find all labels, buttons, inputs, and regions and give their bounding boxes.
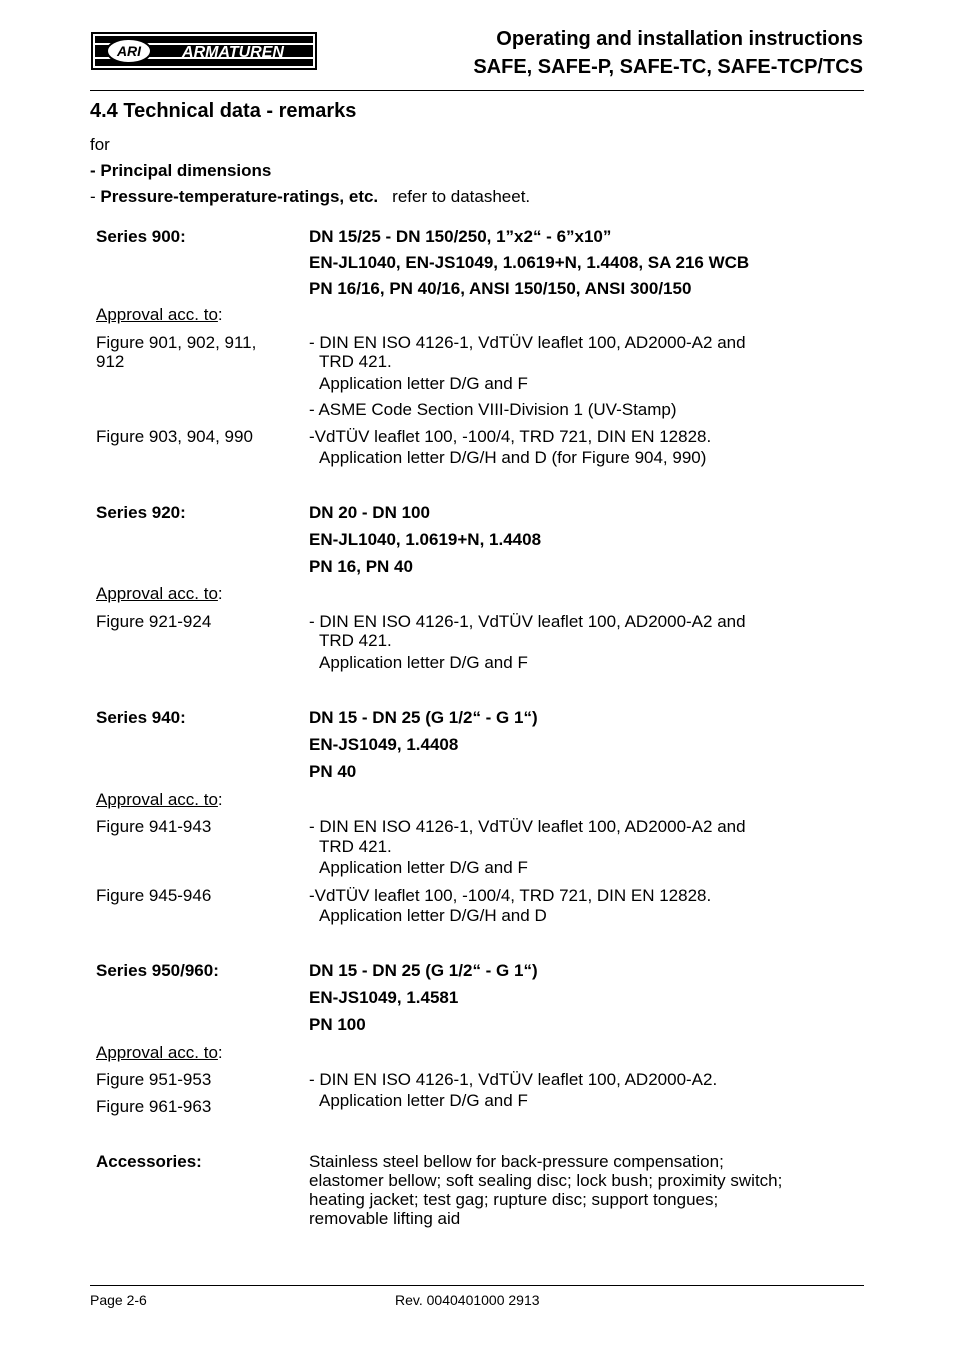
ari-armaturen-logo xyxy=(91,32,317,70)
for-label: for xyxy=(90,135,110,154)
header-rule xyxy=(90,90,864,91)
series-940-fig2-text1: -VdTÜV leaflet 100, -100/4, TRD 721, DIN EN 12828. xyxy=(309,886,712,905)
series-900-fig1-text4: - ASME Code Section VIII-Division 1 (UV-Stamp) xyxy=(309,400,677,419)
series-900-approval-label xyxy=(96,305,223,324)
accessories-line3: heating jacket; test gag; rupture disc; support tongues; xyxy=(309,1190,719,1209)
series-900-label: Series 900: xyxy=(96,227,186,246)
series-920-approval-label xyxy=(96,584,223,603)
series-900-fig1-text2: TRD 421. xyxy=(319,352,392,371)
series-950-label: Series 950/960: xyxy=(96,961,219,980)
approval-colon: : xyxy=(217,790,223,809)
approval-label: Approval acc. to xyxy=(96,305,218,324)
page-number: Page 2-6 xyxy=(90,1292,147,1308)
section-title: 4.4 Technical data - remarks xyxy=(90,100,357,122)
series-920-fig1-text2: TRD 421. xyxy=(319,631,392,650)
series-950-dn: DN 15 - DN 25 (G 1/2“ - G 1“) xyxy=(309,961,538,980)
series-950-materials: EN-JS1049, 1.4581 xyxy=(309,988,459,1007)
pressure-ratings-item xyxy=(90,187,530,206)
series-900-materials: EN-JL1040, EN-JS1049, 1.0619+N, 1.4408, SA 216 WCB xyxy=(309,253,750,272)
accessories-label: Accessories: xyxy=(96,1152,202,1171)
series-940-figure-941: Figure 941-943 xyxy=(96,817,212,836)
series-950-pn: PN 100 xyxy=(309,1015,366,1034)
series-920-figure: Figure 921-924 xyxy=(96,612,212,631)
series-900-fig1-text3: Application letter D/G and F xyxy=(319,374,528,393)
series-940-approval-label xyxy=(96,790,223,809)
series-900-fig2-text2: Application letter D/G/H and D (for Figure 904, 990) xyxy=(319,448,707,467)
footer-rule xyxy=(90,1285,864,1286)
logo-ari-text: ARI xyxy=(116,43,142,59)
series-900-pn: PN 16/16, PN 40/16, ANSI 150/150, ANSI 300/150 xyxy=(309,279,692,298)
accessories-line1: Stainless steel bellow for back-pressure compensation; xyxy=(309,1152,724,1171)
series-950-approval-label xyxy=(96,1043,223,1062)
accessories-line2: elastomer bellow; soft sealing disc; lock bush; proximity switch; xyxy=(309,1171,783,1190)
item-dash: - xyxy=(90,187,101,206)
series-920-materials: EN-JL1040, 1.0619+N, 1.4408 xyxy=(309,530,542,549)
approval-label: Approval acc. to xyxy=(96,790,218,809)
pressure-ratings-label: Pressure-temperature-ratings, etc. xyxy=(100,187,379,206)
logo-armaturen-text: ARMATUREN xyxy=(182,44,284,61)
series-920-fig1-text3: Application letter D/G and F xyxy=(319,653,528,672)
document-title-line2: SAFE, SAFE-P, SAFE-TC, SAFE-TCP/TCS xyxy=(473,56,863,78)
refer-datasheet-text: refer to datasheet. xyxy=(392,187,531,206)
series-900-figure-903: Figure 903, 904, 990 xyxy=(96,427,253,446)
approval-colon: : xyxy=(217,305,223,324)
document-title-line1: Operating and installation instructions xyxy=(496,28,863,50)
series-900-dn: DN 15/25 - DN 150/250, 1”x2“ - 6”x10” xyxy=(309,227,612,246)
series-940-materials: EN-JS1049, 1.4408 xyxy=(309,735,459,754)
series-950-fig-text1: - DIN EN ISO 4126-1, VdTÜV leaflet 100, AD2000-A2. xyxy=(309,1070,718,1089)
series-960-figure-961: Figure 961-963 xyxy=(96,1097,212,1116)
series-900-figure-901-b: 912 xyxy=(96,352,125,371)
series-920-dn: DN 20 - DN 100 xyxy=(309,503,430,522)
series-900-figure-901-a: Figure 901, 902, 911, xyxy=(96,333,257,352)
series-950-fig-text2: Application letter D/G and F xyxy=(319,1091,528,1110)
series-940-fig2-text2: Application letter D/G/H and D xyxy=(319,906,547,925)
series-940-fig1-text3: Application letter D/G and F xyxy=(319,858,528,877)
series-920-pn: PN 16, PN 40 xyxy=(309,557,413,576)
series-940-pn: PN 40 xyxy=(309,762,357,781)
revision-number: Rev. 0040401000 2913 xyxy=(395,1292,540,1308)
series-940-dn: DN 15 - DN 25 (G 1/2“ - G 1“) xyxy=(309,708,538,727)
series-920-label: Series 920: xyxy=(96,503,186,522)
approval-label: Approval acc. to xyxy=(96,1043,218,1062)
principal-dimensions-item: - Principal dimensions xyxy=(90,161,272,180)
series-940-fig1-text2: TRD 421. xyxy=(319,837,392,856)
approval-colon: : xyxy=(217,1043,223,1062)
logo-graphic xyxy=(91,32,317,70)
approval-label: Approval acc. to xyxy=(96,584,218,603)
accessories-line4: removable lifting aid xyxy=(309,1209,461,1228)
series-940-figure-945: Figure 945-946 xyxy=(96,886,212,905)
series-940-label: Series 940: xyxy=(96,708,186,727)
series-900-fig2-text1: -VdTÜV leaflet 100, -100/4, TRD 721, DIN EN 12828. xyxy=(309,427,712,446)
series-900-fig1-text1: - DIN EN ISO 4126-1, VdTÜV leaflet 100, AD2000-A2 and xyxy=(309,333,746,352)
series-920-fig1-text1: - DIN EN ISO 4126-1, VdTÜV leaflet 100, AD2000-A2 and xyxy=(309,612,746,631)
series-940-fig1-text1: - DIN EN ISO 4126-1, VdTÜV leaflet 100, AD2000-A2 and xyxy=(309,817,746,836)
series-950-figure-951: Figure 951-953 xyxy=(96,1070,212,1089)
approval-colon: : xyxy=(217,584,223,603)
